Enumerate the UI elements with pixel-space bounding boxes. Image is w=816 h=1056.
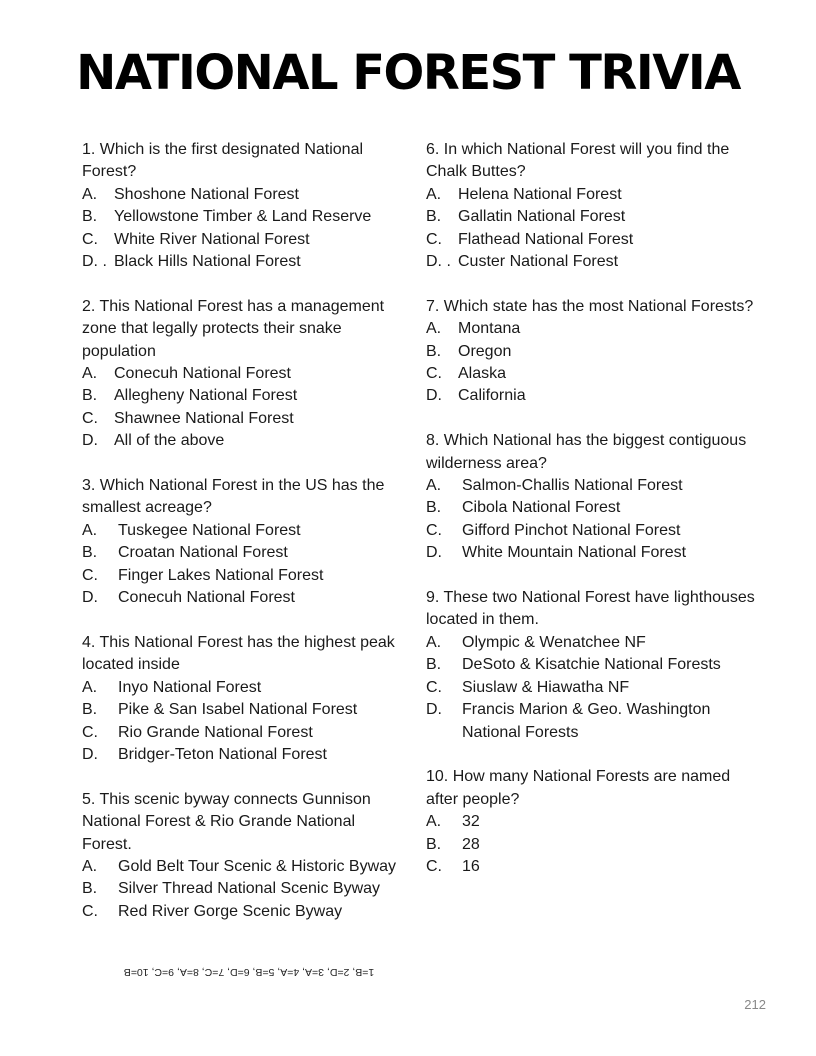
- question-text: 1. Which is the first designated National Forest?: [82, 141, 364, 181]
- option-text: All of the above: [114, 432, 225, 450]
- option-letter: A.: [82, 365, 98, 383]
- option-letter: C.: [426, 678, 442, 696]
- option-text: Silver Thread National Scenic Byway: [118, 880, 381, 898]
- option-text: Allegheny National Forest: [114, 387, 298, 405]
- page-number: 212: [744, 997, 766, 1012]
- answer-key-upside-down: 1=B, 2=D, 3=A, 4=A, 5=B, 6=D, 7=C, 8=A, 9=C, 10=B: [123, 966, 375, 978]
- option-letter: B.: [82, 701, 98, 719]
- option-letter: B.: [426, 342, 442, 360]
- option-letter: C.: [426, 365, 442, 383]
- option-text: Pike & San Isabel National Forest: [118, 701, 358, 719]
- option-letter: D.: [82, 432, 98, 450]
- option-letter: C.: [426, 230, 442, 248]
- option-text: Shawnee National Forest: [114, 409, 294, 427]
- option-text: Salmon-Challis National Forest: [462, 477, 683, 495]
- option-text: Gallatin National Forest: [458, 208, 626, 226]
- left-question-column: [82, 139, 407, 946]
- answer-option: [426, 677, 756, 699]
- answer-option: [426, 699, 756, 744]
- option-letter: B.: [426, 499, 442, 517]
- option-letter: D. .: [82, 253, 107, 271]
- option-text: Olympic & Wenatchee NF: [462, 633, 646, 651]
- answer-option: [82, 542, 407, 564]
- option-text: Tuskegee National Forest: [118, 521, 301, 539]
- answer-option: [426, 475, 756, 497]
- answer-option: [82, 184, 407, 206]
- option-text: Oregon: [458, 342, 512, 360]
- answer-option: [82, 587, 407, 609]
- question-text: 9. These two National Forest have lighthouses located in them.: [426, 589, 755, 629]
- option-letter: C.: [426, 521, 442, 539]
- answer-option: [82, 363, 407, 385]
- option-letter: D. .: [426, 253, 451, 271]
- option-letter: A.: [82, 521, 98, 539]
- answer-option: [82, 878, 407, 900]
- answer-option: [426, 363, 756, 385]
- answer-option: [426, 811, 756, 833]
- option-text: Black Hills National Forest: [114, 253, 301, 271]
- question-text: 3. Which National Forest in the US has the smallest acreage?: [82, 477, 385, 517]
- question-block: [426, 296, 756, 408]
- question-block: [82, 296, 407, 453]
- option-text: Helena National Forest: [458, 185, 622, 203]
- answer-option: [426, 251, 756, 273]
- answer-option: [426, 834, 756, 856]
- option-letter: C.: [426, 857, 442, 875]
- answer-option: [82, 206, 407, 228]
- answer-option: [82, 744, 407, 766]
- question-block: [426, 430, 756, 564]
- option-text: Yellowstone Timber & Land Reserve: [114, 208, 372, 226]
- option-letter: B.: [426, 835, 442, 853]
- answer-option: [82, 251, 407, 273]
- option-text: Flathead National Forest: [458, 230, 634, 248]
- option-text: Conecuh National Forest: [114, 365, 291, 383]
- option-text: DeSoto & Kisatchie National Forests: [462, 656, 721, 674]
- option-letter: C.: [82, 230, 98, 248]
- option-text: Gifford Pinchot National Forest: [462, 521, 681, 539]
- answer-option: [82, 520, 407, 542]
- page-title: NATIONAL FOREST TRIVIA: [76, 45, 740, 101]
- option-letter: B.: [82, 544, 98, 562]
- option-letter: C.: [82, 409, 98, 427]
- answer-option: [82, 385, 407, 407]
- answer-option: [426, 385, 756, 407]
- option-letter: A.: [426, 813, 442, 831]
- answer-option: [82, 565, 407, 587]
- option-text: Finger Lakes National Forest: [118, 566, 324, 584]
- question-text: 2. This National Forest has a management zone that legally protects their snake population: [82, 297, 385, 360]
- right-question-column: [426, 139, 756, 901]
- option-text: Alaska: [458, 365, 507, 383]
- option-letter: A.: [426, 185, 442, 203]
- answer-option: [82, 856, 407, 878]
- option-text: Custer National Forest: [458, 253, 619, 271]
- answer-option: [82, 901, 407, 923]
- option-text: Rio Grande National Forest: [118, 723, 313, 741]
- option-text: Cibola National Forest: [462, 499, 621, 517]
- answer-option: [426, 654, 756, 676]
- question-block: [426, 587, 756, 744]
- answer-option: [426, 229, 756, 251]
- answer-option: [82, 677, 407, 699]
- option-text: 16: [462, 857, 480, 875]
- answer-option: [426, 206, 756, 228]
- option-letter: D.: [426, 544, 442, 562]
- answer-option: [82, 722, 407, 744]
- option-letter: A.: [426, 633, 442, 651]
- question-block: [82, 632, 407, 766]
- question-block: [426, 139, 756, 273]
- question-text: 7. Which state has the most National Forests?: [426, 297, 754, 315]
- question-text: 4. This National Forest has the highest peak located inside: [82, 633, 395, 674]
- answer-option: [426, 497, 756, 519]
- option-text: Red River Gorge Scenic Byway: [118, 902, 343, 920]
- option-text: Conecuh National Forest: [118, 589, 295, 607]
- question-block: [82, 789, 407, 923]
- option-text: Gold Belt Tour Scenic & Historic Byway: [118, 857, 397, 875]
- option-text: Montana: [458, 320, 521, 338]
- option-text: Croatan National Forest: [118, 544, 288, 562]
- question-text: 6. In which National Forest will you find the Chalk Buttes?: [426, 141, 730, 181]
- question-text: 10. How many National Forests are named after people?: [426, 768, 731, 808]
- answer-option: [426, 184, 756, 206]
- question-block: [426, 766, 756, 878]
- option-letter: D.: [426, 387, 442, 405]
- answer-option: [426, 520, 756, 542]
- answer-option: [426, 632, 756, 654]
- option-text: 32: [462, 813, 480, 831]
- question-block: [82, 475, 407, 609]
- option-letter: A.: [426, 477, 442, 495]
- option-letter: B.: [426, 656, 442, 674]
- option-letter: A.: [82, 678, 98, 696]
- answer-option: [426, 318, 756, 340]
- answer-option: [82, 229, 407, 251]
- option-letter: B.: [82, 387, 98, 405]
- option-letter: A.: [82, 857, 98, 875]
- option-text: Bridger-Teton National Forest: [118, 745, 327, 763]
- option-text: White Mountain National Forest: [462, 544, 687, 562]
- option-text: 28: [462, 835, 480, 853]
- option-text: Shoshone National Forest: [114, 185, 299, 203]
- answer-option: [82, 699, 407, 721]
- option-letter: C.: [82, 902, 98, 920]
- option-letter: D.: [426, 701, 442, 719]
- option-letter: D.: [82, 589, 98, 607]
- option-letter: B.: [82, 880, 98, 898]
- option-letter: A.: [426, 320, 442, 338]
- option-letter: B.: [426, 208, 442, 226]
- answer-option: [426, 542, 756, 564]
- question-block: [82, 139, 407, 273]
- option-text: White River National Forest: [114, 230, 310, 248]
- answer-option: [426, 341, 756, 363]
- option-text: California: [458, 387, 526, 405]
- option-text: Siuslaw & Hiawatha NF: [462, 678, 630, 696]
- option-text: Francis Marion & Geo. Washington National Forests: [462, 701, 711, 741]
- question-text: 5. This scenic byway connects Gunnison National Forest & Rio Grande National Forest.: [82, 790, 371, 853]
- answer-option: [82, 430, 407, 452]
- option-text: Inyo National Forest: [118, 678, 262, 696]
- answer-option: [82, 408, 407, 430]
- option-letter: C.: [82, 566, 98, 584]
- option-letter: A.: [82, 185, 98, 203]
- answer-option: [426, 856, 756, 878]
- option-letter: D.: [82, 745, 98, 763]
- option-letter: C.: [82, 723, 98, 741]
- option-letter: B.: [82, 208, 98, 226]
- question-text: 8. Which National has the biggest contiguous wilderness area?: [426, 432, 747, 472]
